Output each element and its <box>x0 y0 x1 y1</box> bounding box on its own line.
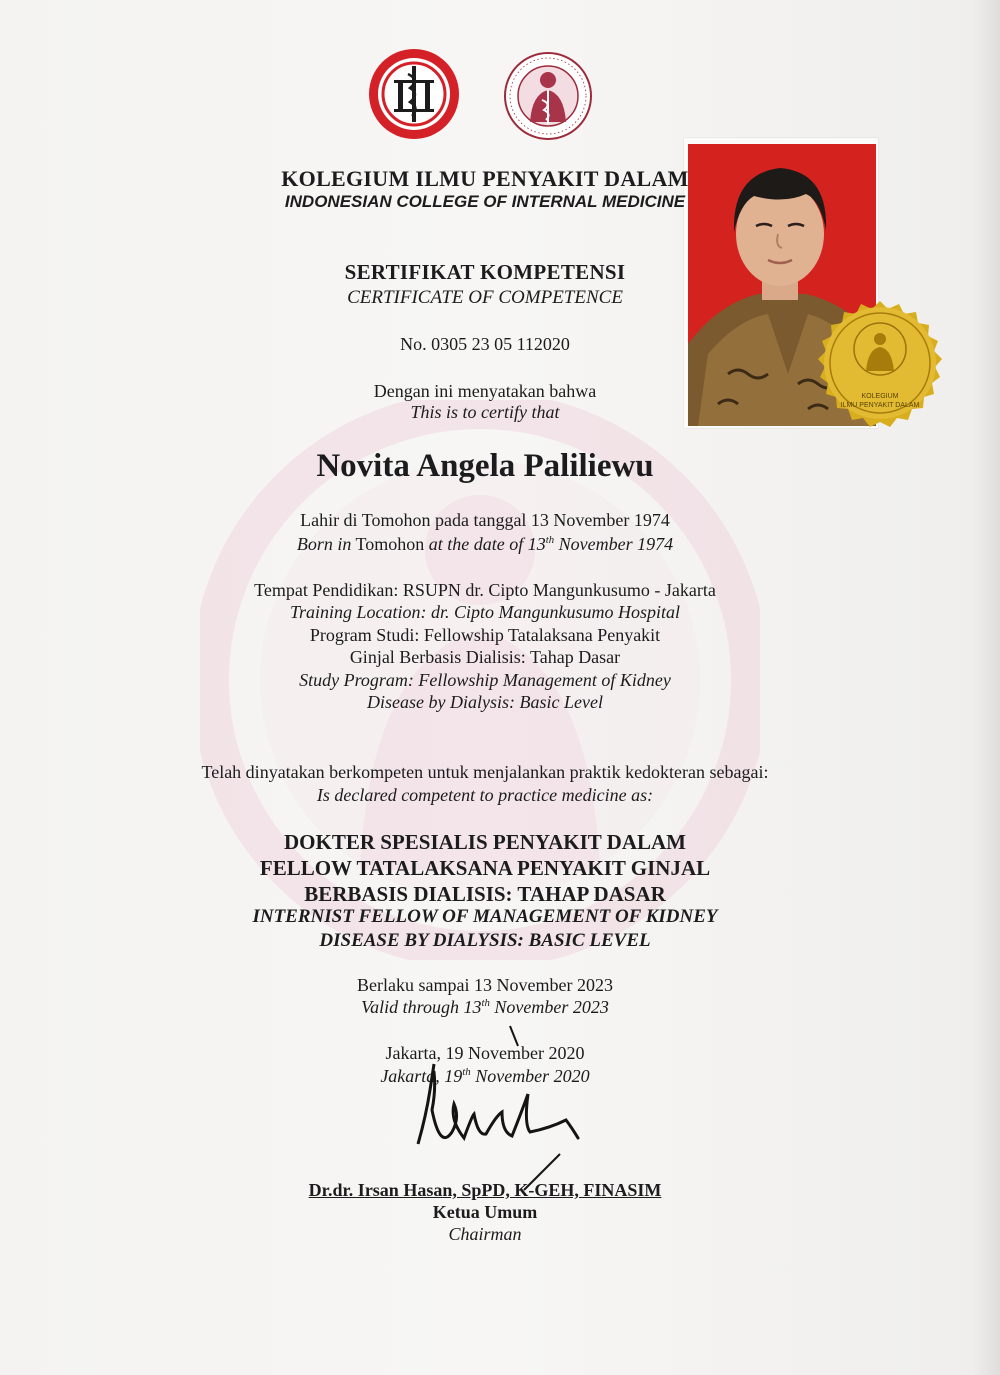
competence-3: BERBASIS DIALISIS: TAHAP DASAR <box>304 882 666 906</box>
competence-2: FELLOW TATALAKSANA PENYAKIT GINJAL <box>259 856 711 880</box>
birth-info-en: Born in Tomohon at the date of 13th November 1974 <box>296 534 674 554</box>
declaration: Telah dinyatakan berkompeten untuk menjalankan praktik kedokteran sebagai: <box>201 762 769 782</box>
issue-place-date: Jakarta, 19 November 2020 <box>385 1043 585 1063</box>
seal-text-top: KOLEGIUM <box>861 393 899 400</box>
recipient-name: Novita Angela Paliliewu <box>316 448 654 484</box>
valid-until: Berlaku sampai 13 November 2023 <box>357 975 613 995</box>
study-program-en-1: Study Program: Fellowship Management of Kidney <box>299 670 671 690</box>
papdi-logo <box>502 50 594 142</box>
intro-text-en: This is to certify that <box>410 402 560 422</box>
handwritten-signature <box>400 1020 600 1200</box>
certificate-number: No. 0305 23 05 112020 <box>400 334 570 354</box>
study-program-2: Ginjal Berbasis Dialisis: Tahap Dasar <box>349 647 621 667</box>
signatory-role: Ketua Umum <box>432 1202 538 1222</box>
valid-until-en: Valid through 13th November 2023 <box>361 997 609 1017</box>
declaration-en: Is declared competent to practice medicine as: <box>316 785 654 805</box>
study-program-en-2: Disease by Dialysis: Basic Level <box>367 692 603 712</box>
signatory-name: Dr.dr. Irsan Hasan, SpPD, K-GEH, FINASIM <box>308 1180 662 1200</box>
competence-en-1: INTERNIST FELLOW OF MANAGEMENT OF KIDNEY <box>252 906 718 927</box>
college-title: KOLEGIUM ILMU PENYAKIT DALAM <box>281 166 689 191</box>
study-program-1: Program Studi: Fellowship Tatalaksana Penyakit <box>309 625 661 645</box>
training-place: Tempat Pendidikan: RSUPN dr. Cipto Mangunkusumo - Jakarta <box>254 580 716 600</box>
certificate-title: SERTIFIKAT KOMPETENSI <box>344 260 626 284</box>
competence-en-2: DISEASE BY DIALYSIS: BASIC LEVEL <box>319 930 651 951</box>
training-place-en: Training Location: dr. Cipto Mangunkusumo Hospital <box>289 602 681 622</box>
college-title-en: INDONESIAN COLLEGE OF INTERNAL MEDICINE <box>284 192 686 211</box>
competence-1: DOKTER SPESIALIS PENYAKIT DALAM <box>283 830 686 854</box>
certificate-title-en: CERTIFICATE OF COMPETENCE <box>347 287 623 308</box>
intro-text: Dengan ini menyatakan bahwa <box>373 381 597 401</box>
signatory-name-wrap <box>0 1180 985 1201</box>
seal-text-bottom: ILMU PENYAKIT DALAM <box>840 402 920 409</box>
signatory-role-en: Chairman <box>448 1224 522 1244</box>
birth-info: Lahir di Tomohon pada tanggal 13 November 1974 <box>300 510 670 530</box>
issue-place-date-en: Jakarta, 19th November 2020 <box>380 1066 590 1086</box>
idi-logo <box>364 46 464 142</box>
